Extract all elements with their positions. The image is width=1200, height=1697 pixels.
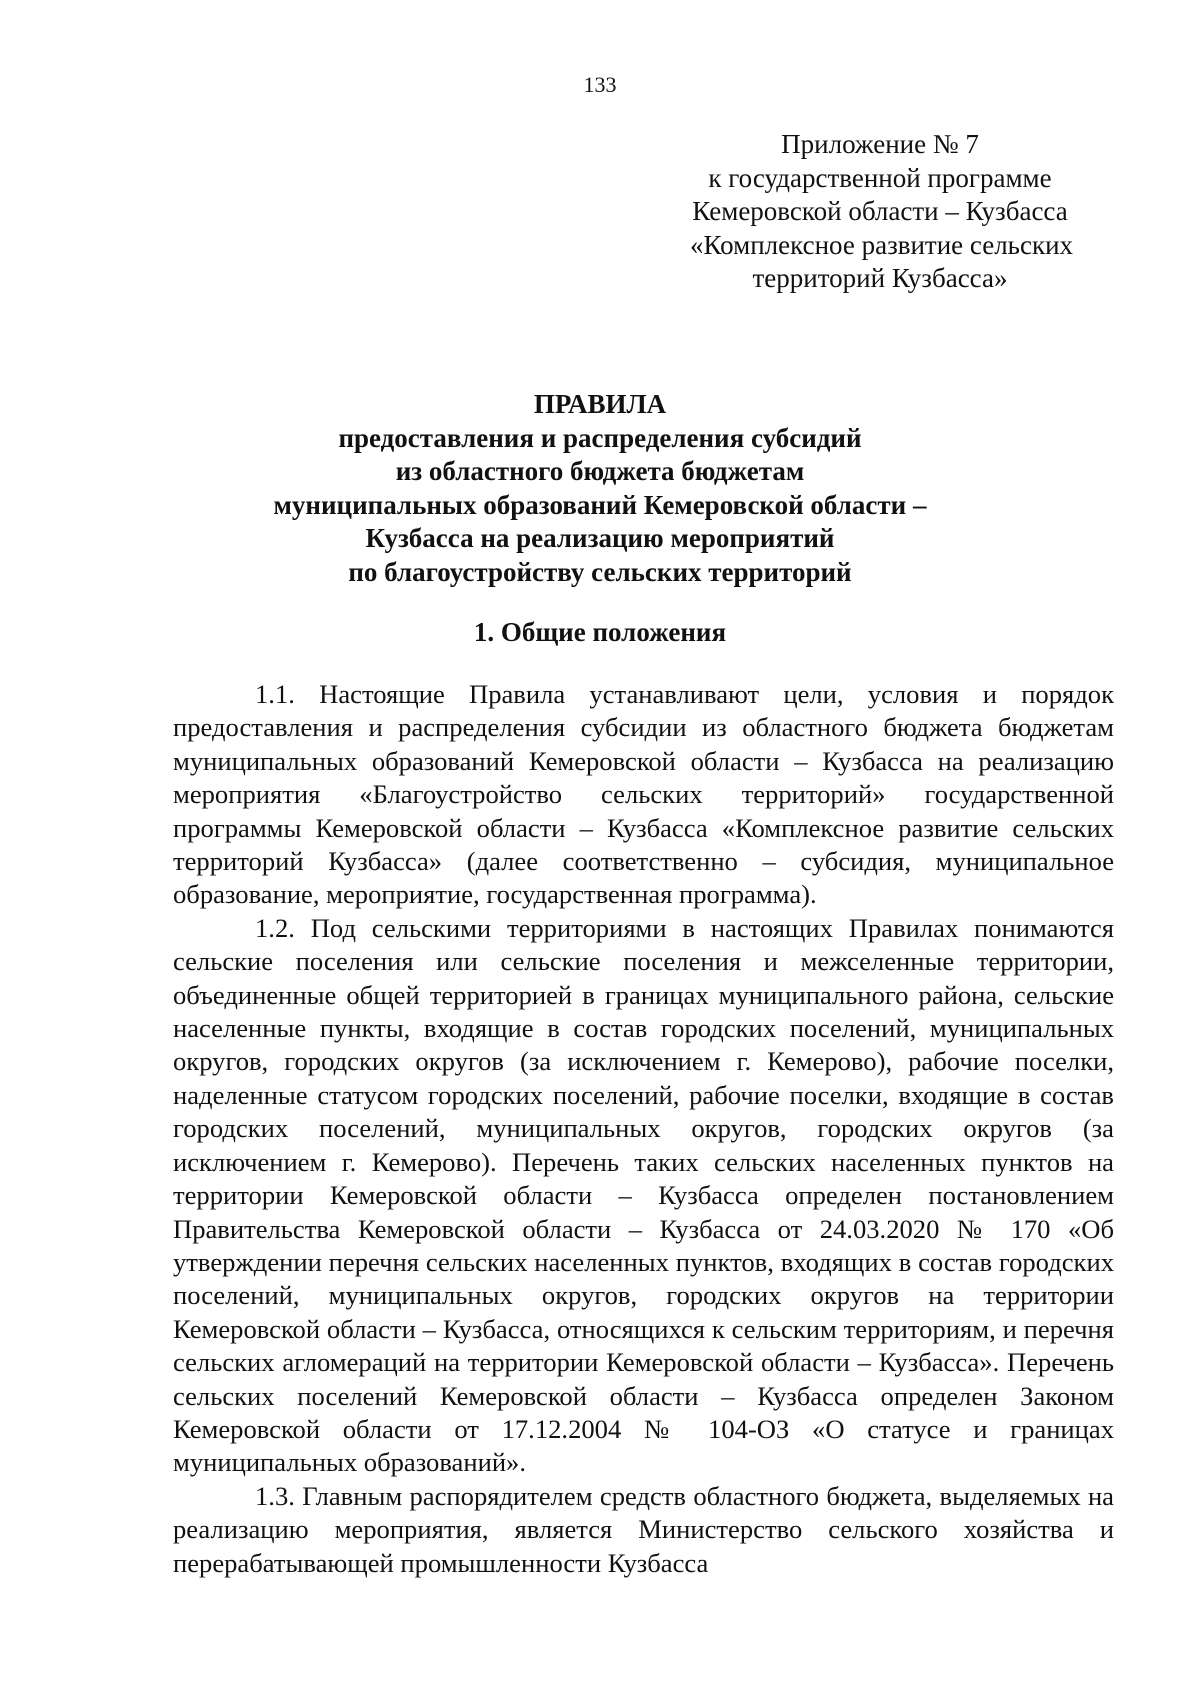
paragraph-1-2: 1.2. Под сельскими территориями в настоящих Правилах понимаются сельские поселения или сельские поселения и межселенные территории, объединенные общей территорией в границах муниципального района, сельские населенные пункты, входящие в состав городских поселений, муниципальных округов, городских округов (за исключением г. Кемерово), рабочие поселки, наделенные статусом городских поселений, рабочие поселки, входящие в состав городских поселений, муниципальных округов, городских округов (за исключением г. Кемерово). Перечень таких сельских населенных пунктов на территории Кемеровской области – Кузбасса определен постановлением Правительства Кемеровской области – Кузбасса от 24.03.2020 № 170 «Об утверждении перечня сельских населенных пунктов, входящих в состав городских поселений, муниципальных округов, городских округов на территории Кемеровской области – Кузбасса, относящихся к сельским территориям, и перечня сельских агломераций на территории Кемеровской области – Кузбасса». Перечень сельских поселений Кемеровской области – Кузбасса определен Законом Кемеровской области от 17.12.2004 № 104-ОЗ «О статусе и границах муниципальных образований». [173, 912, 1114, 1478]
section-body [173, 678, 1114, 1580]
appendix-note [690, 128, 1074, 296]
page-number: 133 [583, 72, 617, 97]
title-line: ПРАВИЛА [533, 389, 667, 419]
title-line: муниципальных образований Кемеровской области – [273, 489, 927, 520]
section-heading: 1. Общие положения [473, 617, 727, 647]
paragraph-1-3: 1.3. Главным распорядителем средств областного бюджета, выделяемых на реализацию мероприятия, является Министерство сельского хозяйства и перерабатывающей промышленности Кузбасса [173, 1480, 1114, 1578]
paragraph-1-1: 1.1. Настоящие Правила устанавливают цели, условия и порядок предоставления и распределения субсидии из областного бюджета бюджетам муниципальных образований Кемеровской области – Кузбасса на реализацию мероприятия «Благоустройство сельских территорий» государственной программы Кемеровской области – Кузбасса «Комплексное развитие сельских территорий Кузбасса» (далее соответственно – субсидия, муниципальное образование, мероприятие, государственная программа). [173, 679, 1114, 910]
document-title [0, 388, 1200, 589]
title-line: Кузбасса на реализацию мероприятий [365, 523, 835, 553]
appendix-line: территорий Кузбасса» [752, 263, 1008, 293]
title-line: по благоустройству сельских территорий [348, 556, 852, 587]
appendix-line: Приложение № 7 [781, 129, 979, 159]
appendix-line: «Комплексное развитие сельских [690, 229, 1074, 260]
title-line: из областного бюджета бюджетам [395, 456, 805, 486]
title-line: предоставления и распределения субсидий [338, 422, 862, 453]
appendix-line: к государственной программе [708, 162, 1052, 193]
appendix-line: Кемеровской области – Кузбасса [692, 196, 1068, 226]
